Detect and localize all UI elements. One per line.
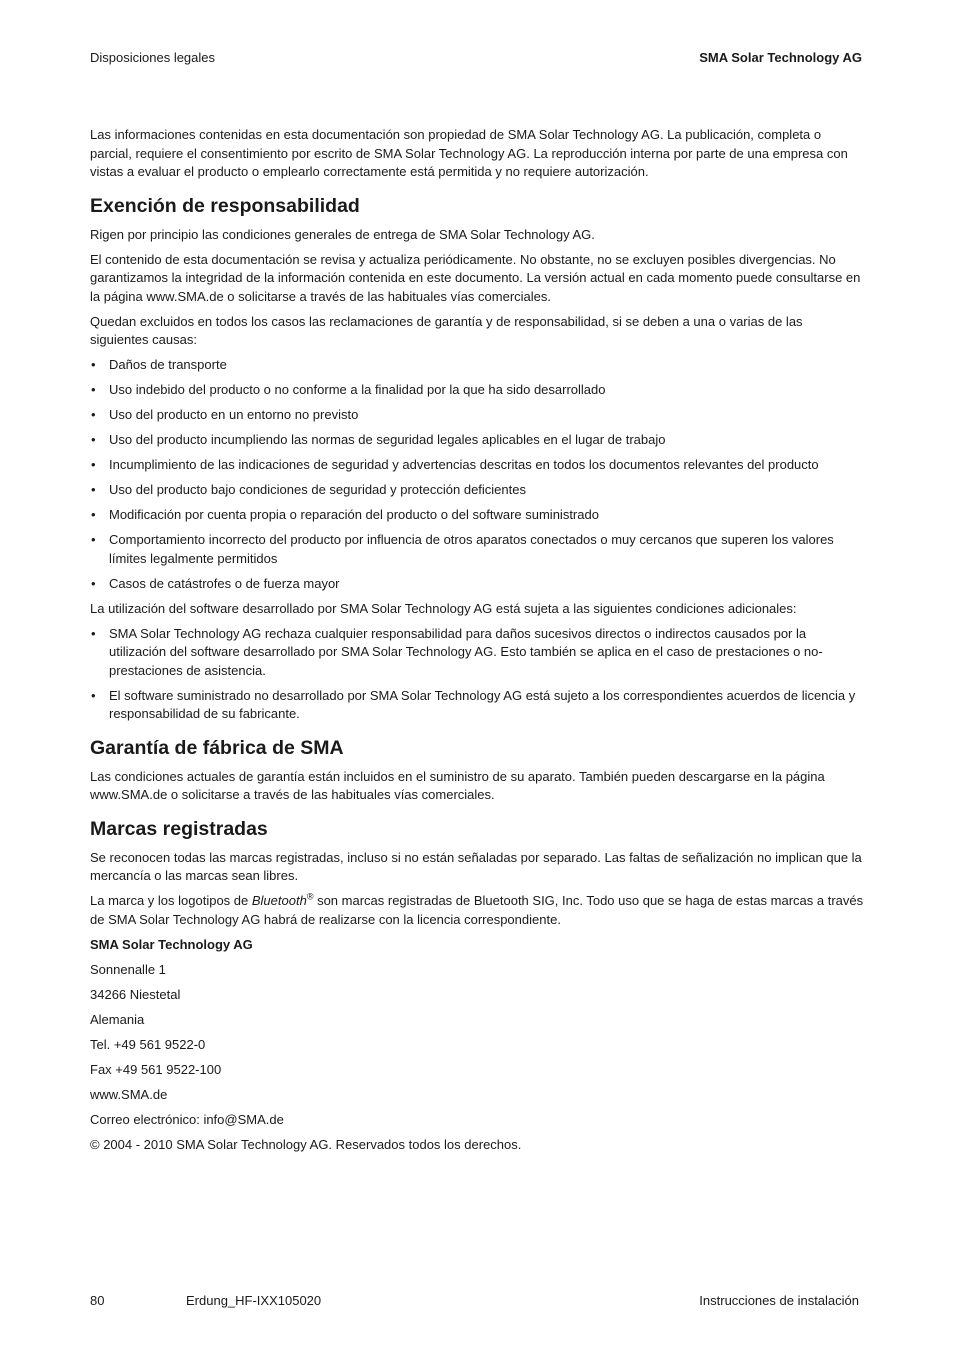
list-item: • Uso del producto en un entorno no previsto [90,406,864,425]
page-number: 80 [90,1293,105,1308]
trademarks-heading: Marcas registradas [90,817,268,840]
copyright-notice: © 2004 - 2010 SMA Solar Technology AG. Reservados todos los derechos. [90,1136,522,1152]
disclaimer-heading: Exención de responsabilidad [90,194,360,217]
document-id: Erdung_HF-IXX105020 [186,1293,322,1308]
address-country: Alemania [90,1011,145,1027]
disclaimer-paragraph-1: Rigen por principio las condiciones generales de entrega de SMA Solar Technology AG. [90,226,595,242]
list-item: • El software suministrado no desarrollado por SMA Solar Technology AG está sujeto a los correspondientes acuerdos de licencia y responsabilidad de su fabricante. [90,687,864,724]
document-type: Instrucciones de instalación [699,1293,859,1308]
address-email: Correo electrónico: info@SMA.de [90,1111,284,1127]
causes-list [90,356,864,593]
list-item: • Uso del producto bajo condiciones de seguridad y protección deficientes [90,481,864,500]
header-section: Disposiciones legales [90,50,216,65]
trademark-text-pre: La marca y los logotipos de [90,893,252,908]
disclaimer-paragraph-4: La utilización del software desarrollado por SMA Solar Technology AG está sujeta a las siguientes condiciones adicionales: [90,600,797,616]
address-fax: Fax +49 561 9522-100 [90,1061,222,1077]
disclaimer-paragraph-3: Quedan excluidos en todos los casos las reclamaciones de garantía y de responsabilidad, si se deben a una o varias de las siguientes causas: [90,313,803,347]
list-item: • Uso indebido del producto o no conforme a la finalidad por la que ha sido desarrollado [90,381,864,400]
address-company: SMA Solar Technology AG [90,936,253,952]
address-tel: Tel. +49 561 9522-0 [90,1036,206,1052]
intro-paragraph: Las informaciones contenidas en esta documentación son propiedad de SMA Solar Technology AG. La publicación, completa o parcial, requiere el consentimiento por escrito de SMA Solar Technology AG. La reproducción interna por parte de una empresa con vistas a evaluar el producto o emplearlo correctamente está permitida y no requiere autorización. [90,127,848,179]
list-item: • Incumplimiento de las indicaciones de seguridad y advertencias descritas en todos los documentos relevantes del producto [90,456,864,475]
trademark-text-post: son marcas registradas de Bluetooth SIG, Inc. Todo uso que se haga de estas marcas a través de SMA Solar Technology AG habrá de realizarse con la licencia correspondiente. [90,893,864,927]
company-address [90,936,864,1155]
main-content [90,126,864,1161]
address-web: www.SMA.de [90,1086,168,1102]
list-item: • Casos de catástrofes o de fuerza mayor [90,575,864,594]
header-company: SMA Solar Technology AG [699,50,862,65]
address-street: Sonnenalle 1 [90,961,166,977]
address-city: 34266 Niestetal [90,986,181,1002]
trademarks-paragraph-2 [90,892,864,929]
list-item: • SMA Solar Technology AG rechaza cualquier responsabilidad para daños sucesivos directos o indirectos causados por la utilización del software desarrollado por SMA Solar Technology AG. Esto también se aplica en el caso de prestaciones o no-prestaciones de asistencia. [90,625,864,681]
registered-mark: ® [306,891,314,902]
list-item: • Uso del producto incumpliendo las normas de seguridad legales aplicables en el lugar de trabajo [90,431,864,450]
trademarks-paragraph-1: Se reconocen todas las marcas registradas, incluso si no están señaladas por separado. Las faltas de señalización no implican que la mercancía o las marcas sean libres. [90,849,862,883]
disclaimer-paragraph-2: El contenido de esta documentación se revisa y actualiza periódicamente. No obstante, no se excluyen posibles divergencias. No garantizamos la integridad de la información contenida en este documento. La versión actual en cada momento puede consultarse en la página www.SMA.de o solicitarse a través de las habituales vías comerciales. [90,251,861,304]
bluetooth-brand: Bluetooth [251,893,307,908]
warranty-heading: Garantía de fábrica de SMA [90,736,344,759]
software-conditions-list [90,625,864,724]
list-item: • Modificación por cuenta propia o reparación del producto o del software suministrado [90,506,864,525]
warranty-paragraph: Las condiciones actuales de garantía están incluidos en el suministro de su aparato. También pueden descargarse en la página www.SMA.de o solicitarse a través de las habituales vías comerciales. [90,768,825,802]
list-item: • Comportamiento incorrecto del producto por influencia de otros aparatos conectados o muy cercanos que superen los valores límites legalmente permitidos [90,531,864,568]
list-item: • Daños de transporte [90,356,864,375]
